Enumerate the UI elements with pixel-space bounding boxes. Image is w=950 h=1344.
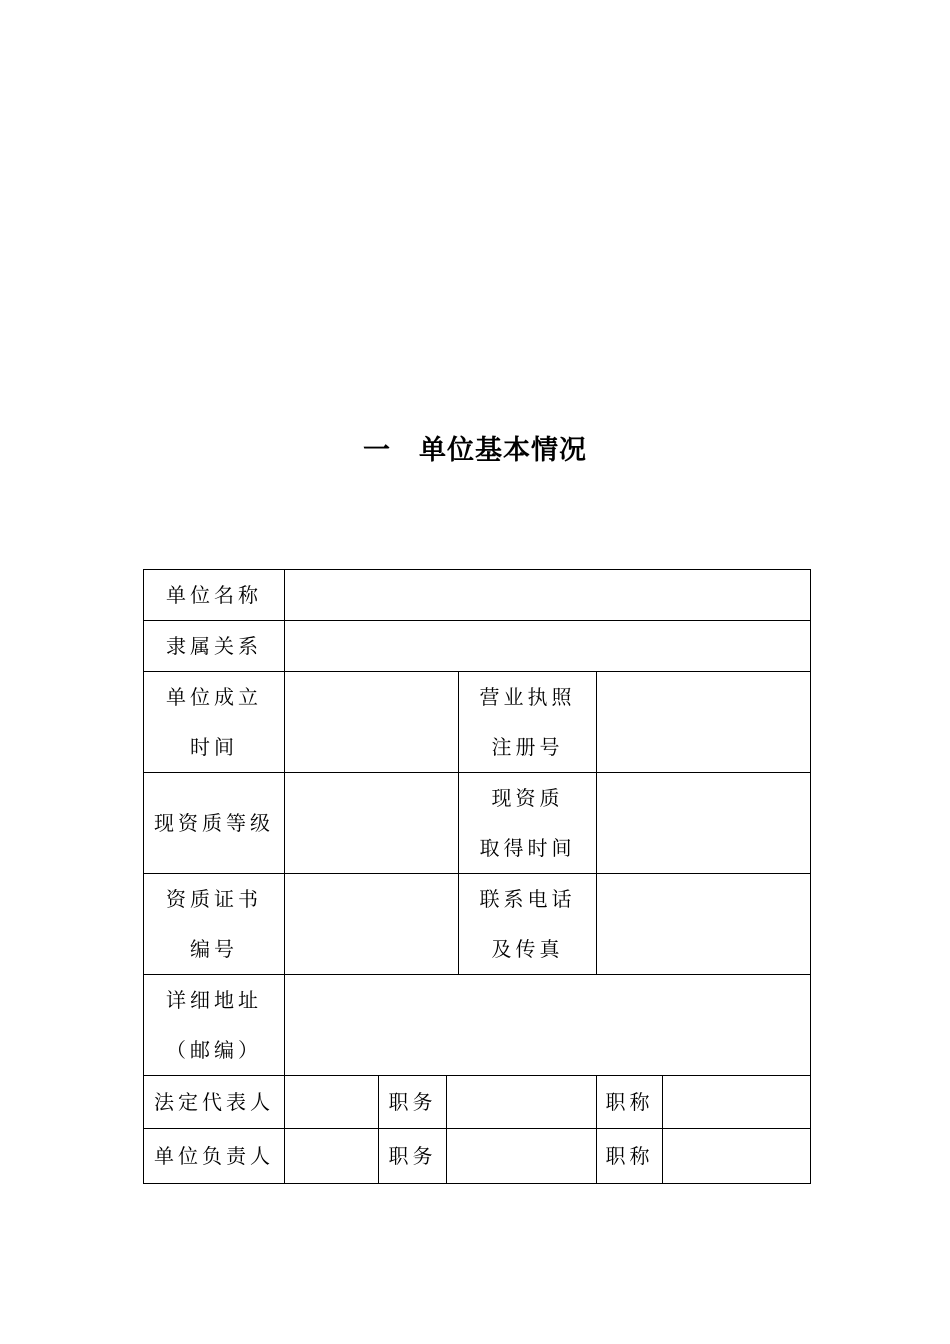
qualification-date-label xyxy=(459,773,597,874)
qualification-level-field[interactable] xyxy=(285,773,459,874)
leader-position-label: 职务 xyxy=(379,1129,447,1184)
page-title xyxy=(0,428,950,467)
unit-name-field[interactable] xyxy=(285,570,811,621)
affiliation-field[interactable] xyxy=(285,621,811,672)
row-address xyxy=(144,975,811,1076)
contact-label-line-2: 及传真 xyxy=(491,937,564,961)
affiliation-label: 隶属关系 xyxy=(144,621,285,672)
certificate-number-field[interactable] xyxy=(285,874,459,975)
qualification-date-label-line-1: 现资质 xyxy=(491,786,564,810)
certificate-label-line-2: 编号 xyxy=(190,937,238,961)
qualification-date-label-line-2: 取得时间 xyxy=(479,836,576,860)
legal-rep-name-field[interactable] xyxy=(285,1076,379,1129)
leader-name-field[interactable] xyxy=(285,1129,379,1184)
legal-rep-position-field[interactable] xyxy=(447,1076,597,1129)
contact-label xyxy=(459,874,597,975)
license-label xyxy=(459,672,597,773)
section-number: 一 xyxy=(363,435,391,466)
address-field[interactable] xyxy=(285,975,811,1076)
contact-label-line-1: 联系电话 xyxy=(479,887,576,911)
leader-position-field[interactable] xyxy=(447,1129,597,1184)
row-legal-rep xyxy=(144,1076,811,1129)
legal-rep-position-label: 职务 xyxy=(379,1076,447,1129)
contact-field[interactable] xyxy=(597,874,811,975)
unit-name-label: 单位名称 xyxy=(144,570,285,621)
row-unit-name xyxy=(144,570,811,621)
unit-info-form xyxy=(143,569,811,1184)
address-label-line-2: （邮编） xyxy=(166,1038,262,1062)
row-affiliation xyxy=(144,621,811,672)
row-leader xyxy=(144,1129,811,1184)
section-title: 单位基本情况 xyxy=(419,435,587,466)
established-label-line-1: 单位成立 xyxy=(166,685,262,709)
leader-title-label: 职称 xyxy=(597,1129,663,1184)
certificate-label xyxy=(144,874,285,975)
license-label-line-2: 注册号 xyxy=(491,735,564,759)
row-certificate xyxy=(144,874,811,975)
license-label-line-1: 营业执照 xyxy=(479,685,576,709)
legal-rep-label: 法定代表人 xyxy=(144,1076,285,1129)
certificate-label-line-1: 资质证书 xyxy=(166,887,262,911)
leader-title-field[interactable] xyxy=(663,1129,811,1184)
legal-rep-title-label: 职称 xyxy=(597,1076,663,1129)
leader-label: 单位负责人 xyxy=(144,1129,285,1184)
address-label-line-1: 详细地址 xyxy=(166,988,262,1012)
qualification-date-field[interactable] xyxy=(597,773,811,874)
license-number-field[interactable] xyxy=(597,672,811,773)
established-label-line-2: 时间 xyxy=(190,735,238,759)
established-date-field[interactable] xyxy=(285,672,459,773)
row-established xyxy=(144,672,811,773)
qualification-level-label: 现资质等级 xyxy=(144,773,285,874)
row-qualification xyxy=(144,773,811,874)
address-label xyxy=(144,975,285,1076)
established-label xyxy=(144,672,285,773)
legal-rep-title-field[interactable] xyxy=(663,1076,811,1129)
